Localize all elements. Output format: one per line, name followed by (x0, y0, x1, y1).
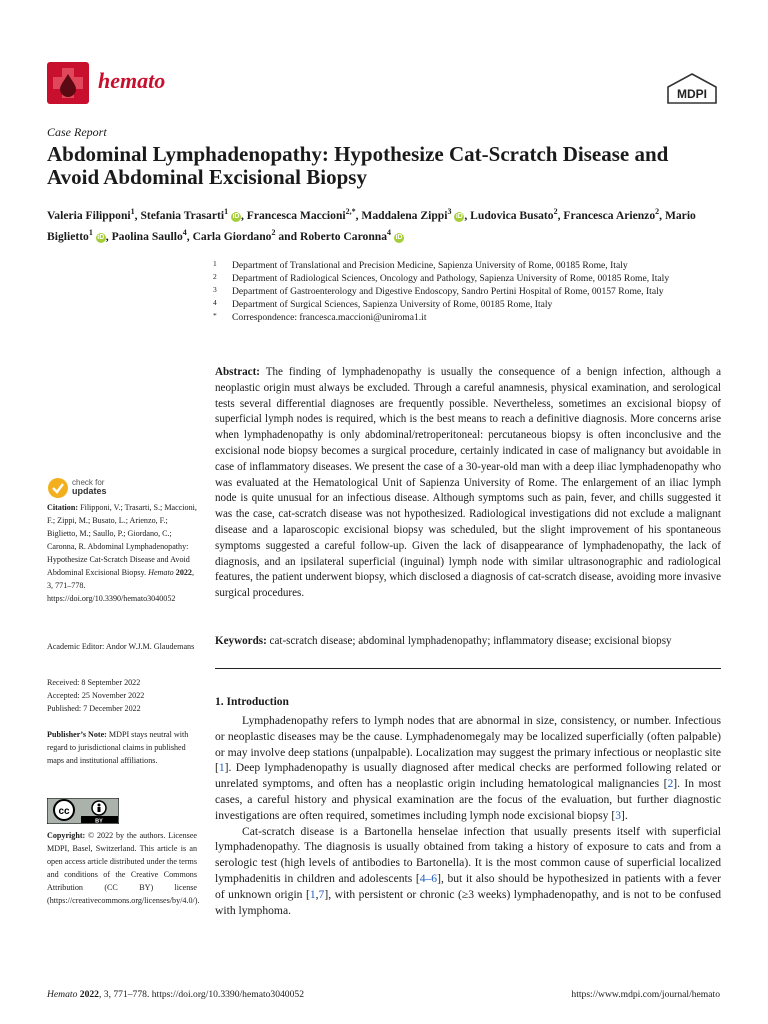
orcid-icon[interactable]: iD (395, 233, 403, 241)
publisher-name: MDPI (677, 87, 707, 101)
author-name[interactable]: Francesca Arienzo (563, 208, 656, 222)
affiliation-item (213, 259, 733, 272)
paper-title: Abdominal Lymphadenopathy: Hypothesize Cat-Scratch Disease and Avoid Abdominal Excisional Biopsy (47, 142, 669, 189)
keywords (215, 634, 721, 650)
author-affiliation-marker: 1 (88, 227, 93, 237)
citation-link[interactable]: 2 (667, 777, 674, 791)
affiliation-number: 4 (213, 298, 217, 307)
citation-block: Citation: Filipponi, V.; Trasarti, S.; Maccioni, F.; Zippi, M.; Busato, L.; Arienzo, F.; Biglietto, M.; Saullo, P.; Giordano, C.; Caronna, R. Abdominal Lymphadenopathy: Hypothesize Cat-Scratch Disease and Avoid Abdominal Excisional Biopsy. Hemato 2022, 3, 771–778. https://doi.org/10.3390/hemato3040052 (47, 503, 197, 603)
citation-link[interactable]: 4–6 (419, 871, 438, 885)
dates-block: Received: 8 September 2022 Accepted: 25 November 2022 Published: 7 December 2022 (47, 678, 145, 713)
author-name[interactable]: Mario Biglietto (47, 208, 696, 243)
author-name[interactable]: Valeria Filipponi (47, 208, 131, 222)
abstract-text: The finding of lymphadenopathy is usually the consequence of a benign infection, although a neoplastic origin must always be excluded. Through a careful anamnesis, physical examination, and serological tests several differential diagnoses are frequently possible. Nevertheless, sometimes an excisional biopsy of superficial lymph nodes is required, which is the best means to reach a definitive diagnosis. More concerns arise when lymphadenopathy is only abdominal/retroperitoneal: percutaneous biopsy is often inconclusive and the excisional node biopsy becomes a surgical procedure, certainly indicated in case of malignancy but avoidable in case of inflammatory diseases. We present the case of a 30-year-old man with a deep iliac lymphadenopathy who was evaluated at the Hematological Unit of Sapienza University of Rome. The enlargement of an iliac lymph node is quite unusual for an infectious disease. Although symptoms such as pain, fever, and chills suggested it was the case, cat-scratch disease was not hypothesized. Radiological investigations did not exclude a malignant disease and a laparoscopic excisional biopsy was scheduled, but the slight improvement of his spontaneous symptoms suggested a careful follow-up. Given the lack of disappearance of lymphadenopathy, the lack of diagnosis, and an ipsilateral superficial (inguinal) lymph node with similar ultrasonographic and radiological features, the patient underwent biopsy, which disclosed a diagnosis of cat-scratch disease, avoiding more invasive surgical procedures. (215, 366, 721, 600)
affiliation-text: Department of Surgical Sciences, Sapienza University of Rome, 00185 Rome, Italy (232, 299, 553, 310)
affiliation-number: 2 (213, 272, 217, 281)
affiliation-text: Department of Translational and Precision Medicine, Sapienza University of Rome, 00185 Rome, Italy (232, 260, 628, 271)
svg-text:cc: cc (58, 806, 70, 817)
svg-text:BY: BY (95, 818, 103, 824)
keywords-label: Keywords: (215, 635, 267, 647)
author-name[interactable]: Maddalena Zippi (361, 208, 448, 222)
introduction-body (215, 713, 721, 918)
citation-link[interactable]: 1 (309, 887, 316, 901)
check-for-updates-button[interactable]: check for updates (47, 477, 167, 499)
affiliation-list (213, 259, 733, 324)
author-name[interactable]: Paolina Saullo (111, 229, 183, 243)
journal-name: hemato (98, 68, 166, 93)
publisher-note: Publisher’s Note: MDPI stays neutral with regard to jurisdictional claims in published maps and institutional affiliations. (47, 730, 189, 765)
affiliation-number: * (213, 311, 217, 320)
affiliation-number: 1 (213, 259, 217, 268)
author-affiliation-marker: 4 (387, 227, 392, 237)
author-affiliation-marker: 3 (447, 207, 452, 216)
cc-by-license-icon (47, 798, 119, 824)
journal-url-link[interactable]: https://www.mdpi.com/journal/hemato (571, 989, 720, 1000)
author-affiliation-marker: 1 (224, 207, 229, 216)
paragraph: Lymphadenopathy refers to lymph nodes that are abnormal in size, consistency, or number. Infectious or neoplastic diseases may be the cause. Lymphadenomegaly may be localized superficially (often palpable) or may involve deep stations (unpalpable). Localization may suggest the primary infectious or neoplastic site [1]. Deep lymphadenopathy is usually diagnosed after medical checks are performed following related or unrelated symptoms, and often has a neoplastic origin including hematological malignancies [2]. In most cases, a careful history and physical examination are the focus of the evaluation, but further diagnostic investigations are often required, sometimes including lymph node excisional biopsy [3]. (215, 714, 721, 822)
hemato-logo-icon (47, 62, 89, 104)
author-affiliation-marker: 2 (553, 207, 558, 216)
article-type: Case Report (47, 125, 107, 139)
affiliation-item (213, 298, 733, 311)
affiliation-text: Department of Radiological Sciences, Oncology and Pathology, Sapienza University of Rome, 00185 Rome, Italy (232, 273, 670, 284)
author-affiliation-marker: 2,* (345, 207, 356, 216)
orcid-icon[interactable]: iD (97, 233, 105, 241)
footer-citation: Hemato 2022, 3, 771–778. https://doi.org/10.3390/hemato3040052 (47, 989, 304, 1000)
author-list: Valeria Filipponi$^1$, Stefania Trasarti$^1$ iD , Francesca Maccioni$^{2,*}$, Maddalena Zippi$^3$ iD , Ludovica Busato$^2$, Francesca Arienzo$^2$, Mario Biglietto$^1$ iD , Paolina Saullo$^4$, Carla Giordano$^2$ and Roberto Caronna$^4$ iD (47, 207, 696, 243)
mdpi-logo-icon (664, 72, 720, 106)
orcid-icon[interactable]: iD (232, 212, 240, 220)
divider (215, 668, 721, 669)
abstract (215, 365, 721, 602)
affiliation-item (213, 272, 733, 285)
author-name[interactable]: Stefania Trasarti (140, 208, 225, 222)
affiliation-text: Correspondence: francesca.maccioni@uniroma1.it (232, 312, 427, 323)
section-heading: 1. Introduction (215, 696, 289, 708)
author-name[interactable]: Ludovica Busato (470, 208, 554, 222)
orcid-icon[interactable]: iD (455, 212, 463, 220)
citation-link[interactable]: 7 (318, 887, 325, 901)
author-affiliation-marker: 2 (655, 207, 660, 216)
author-name[interactable]: Carla Giordano (192, 229, 272, 243)
abstract-label: Abstract: (215, 366, 260, 378)
academic-editor: Academic Editor: Andor W.J.M. Glaudemans (47, 642, 195, 651)
citation-link[interactable]: 3 (615, 808, 622, 822)
author-name[interactable]: Francesca Maccioni (246, 208, 346, 222)
author-affiliation-marker: 4 (182, 227, 187, 237)
affiliation-item (213, 311, 733, 324)
author-affiliation-marker: 1 (130, 207, 135, 216)
paragraph: Cat-scratch disease is a Bartonella henselae infection that usually presents itself with superficial lymphadenopathy. The diagnosis is usually obtained from taking a history of exposure to cats and from a serologic test (high levels of antibodies to Bartonella). It is the most common cause of superficial localized lymphadenitis in children and adolescents [4–6], but it also should be hypothesized in patients with a fever of unknown origin [1,7], with persistent or chronic (≥3 weeks) lymphadenopathy, and is not to be confused with lymphoma. (215, 824, 722, 917)
affiliation-number: 3 (213, 285, 217, 294)
affiliation-item (213, 285, 733, 298)
citation-link[interactable]: 1 (218, 761, 225, 775)
keywords-text: cat-scratch disease; abdominal lymphadenopathy; inflammatory disease; excisional biopsy (269, 635, 672, 647)
affiliation-text: Department of Gastroenterology and Digestive Endoscopy, Sandro Pertini Hospital of Rome, 00157 Rome, Italy (232, 286, 664, 297)
copyright-notice: Copyright: © 2022 by the authors. Licensee MDPI, Basel, Switzerland. This article is an open access article distributed under the terms and conditions of the Creative Commons Attribution (CC BY) license (https://creativecommons.org/licenses/by/4.0/). (47, 831, 200, 905)
check-updates-icon (47, 477, 69, 499)
author-affiliation-marker: 2 (271, 227, 276, 237)
author-name[interactable]: Roberto Caronna (299, 229, 388, 243)
